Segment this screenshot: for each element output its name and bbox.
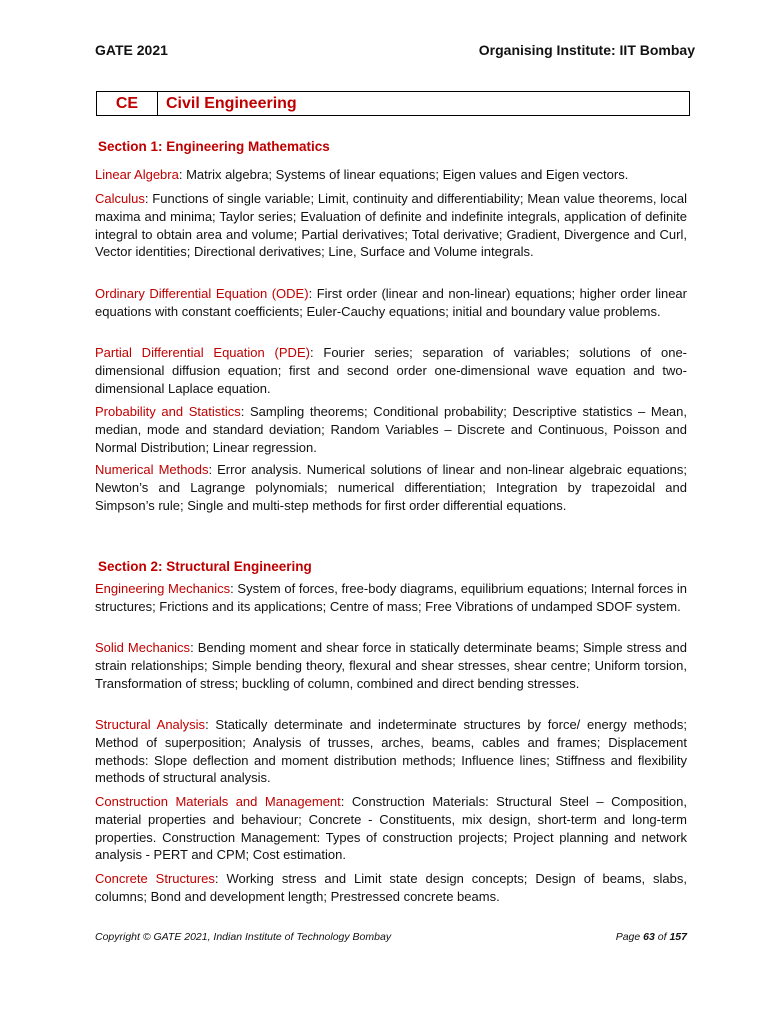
topic-text: : Working stress and Limit state design concepts; Design of beams, slabs, columns; Bond and development length; Prestressed concrete beams. [95,871,687,904]
section-title: Section 1: Engineering Mathematics [98,139,330,154]
syllabus-topic [95,639,687,692]
topic-text: : Fourier series; separation of variables; solutions of one-dimensional diffusion equation; first and second order one-dimensional wave equation and two-dimensional Laplace equation. [95,345,687,396]
page-header [95,42,695,62]
topic-text: : Bending moment and shear force in statically determinate beams; Simple stress and strain relationships; Simple bending theory, flexural and shear stresses, shear centre; Uniform torsion, Transformation of stress; buckling of column, combined and direct bending stresses. [95,640,687,691]
syllabus-topic [95,403,687,456]
subject-code: CE [97,92,158,115]
topic-name: Ordinary Differential Equation (ODE) [95,286,309,301]
subject-name: Civil Engineering [166,95,297,112]
topic-name: Probability and Statistics [95,404,241,419]
topic-name: Concrete Structures [95,871,215,886]
page-footer [95,931,687,947]
topic-text: : Error analysis. Numerical solutions of linear and non-linear algebraic equations; Newton’s and Lagrange polynomials; numerical differentiation; Integration by trapezoidal and Simpson’s rule; Single and multi-step methods for first order differential equations. [95,462,687,513]
topic-name: Partial Differential Equation (PDE) [95,345,310,360]
syllabus-topic [95,716,687,787]
topic-text: : Sampling theorems; Conditional probability; Descriptive statistics – Mean, median, mode and standard deviation; Random Variables – Discrete and Continuous, Poisson and Normal Distribution; Linear regression. [95,404,687,455]
copyright-text: Copyright © GATE 2021, Indian Institute of Technology Bombay [95,931,392,943]
syllabus-topic [95,793,687,864]
of-label: of [657,931,667,943]
total-pages: 157 [669,931,687,943]
subject-box [96,91,690,116]
topic-name: Calculus [95,191,145,206]
syllabus-topic [95,285,687,321]
topic-text: : Statically determinate and indeterminate structures by force/ energy methods; Method of superposition; Analysis of trusses, arches, beams, cables and frames; Displacement methods: Slope deflection and moment distribution methods; Influence lines; Stiffness and flexibility methods of structural analysis. [95,717,687,786]
page-number: 63 [643,931,655,943]
syllabus-topic [95,580,687,616]
topic-text: : First order (linear and non-linear) equations; higher order linear equations with constant coefficients; Euler-Cauchy equations; initial and boundary value problems. [95,286,687,319]
section-title: Section 2: Structural Engineering [98,559,312,574]
topic-name: Linear Algebra [95,167,179,182]
topic-name: Solid Mechanics [95,640,191,655]
topic-text: : Functions of single variable; Limit, continuity and differentiability; Mean value theorems, local maxima and minima; Taylor series; Evaluation of definite and indefinite integrals, application of definite integral to obtain area and volume; Partial derivatives; Total derivative; Gradient, Divergence and Curl, Vector identities; Directional derivatives; Line, Surface and Volume integrals. [95,191,687,260]
syllabus-topic [95,870,687,906]
exam-title: GATE 2021 [95,42,168,58]
topic-text: : Construction Materials: Structural Steel – Composition, material properties and behaviour; Concrete - Constituents, mix design, short-term and long-term properties. Construction Management: Types of construction projects; Project planning and network analysis - PERT and CPM; Cost estimation. [95,794,688,863]
topic-text: : Matrix algebra; Systems of linear equations; Eigen values and Eigen vectors. [178,167,629,182]
organising-institute: Organising Institute: IIT Bombay [478,42,695,58]
page-indicator [616,931,687,943]
syllabus-topic [95,461,687,514]
topic-name: Numerical Methods [95,462,209,477]
topic-name: Construction Materials and Management [95,794,341,809]
syllabus-topic [95,344,687,397]
syllabus-topic [95,190,687,261]
topic-name: Structural Analysis [95,717,206,732]
page-label: Page [615,931,641,943]
topic-name: Engineering Mechanics [95,581,231,596]
topic-text: : System of forces, free-body diagrams, equilibrium equations; Internal forces in structures; Frictions and its applications; Centre of mass; Free Vibrations of undamped SDOF system. [95,581,687,614]
syllabus-topic [95,166,687,184]
